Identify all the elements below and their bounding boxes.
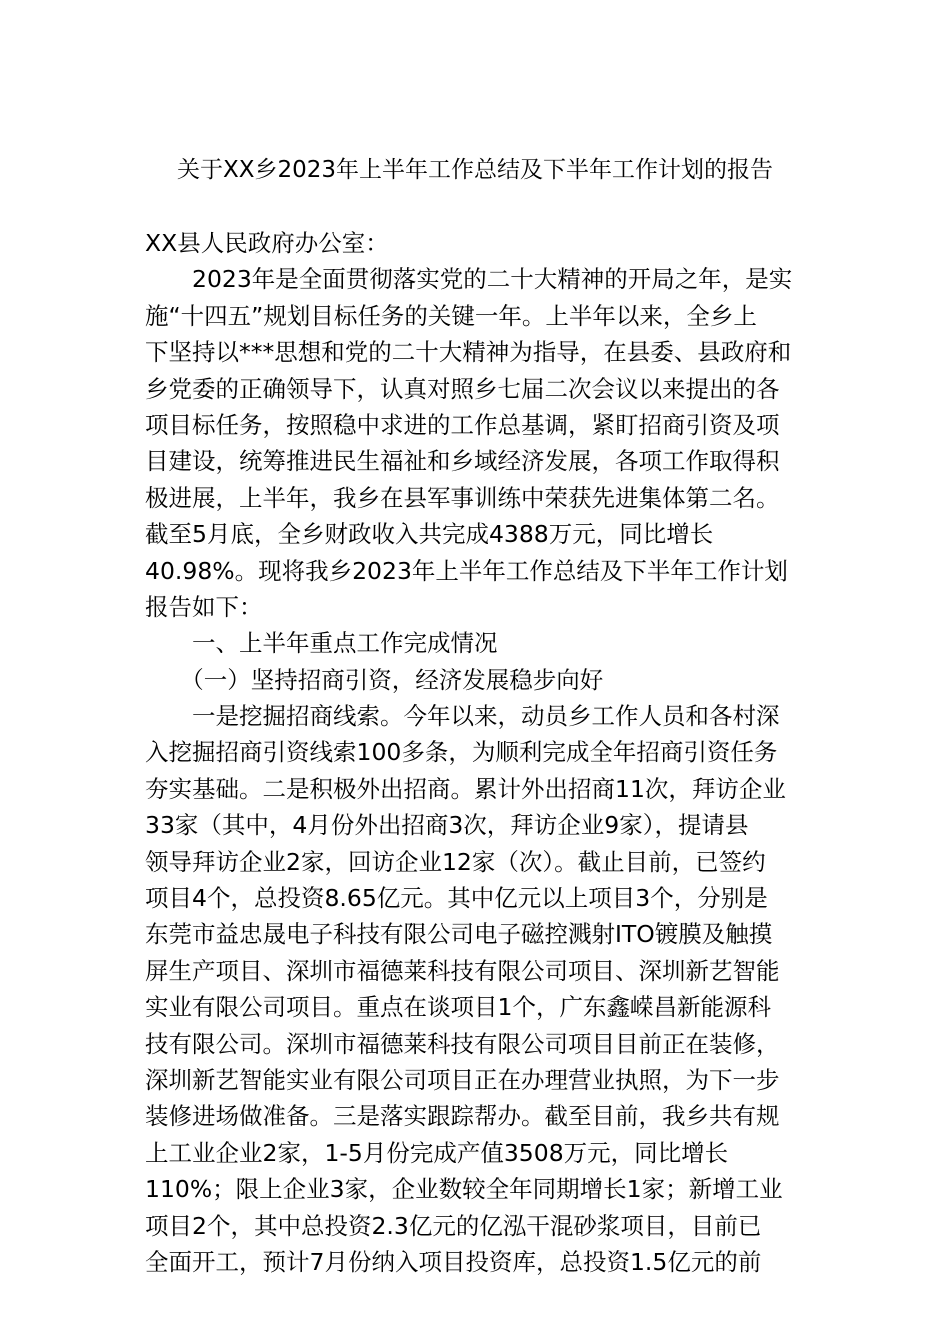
- body-line: 项目2个，其中总投资2.3亿元的亿泓干混砂浆项目，目前已: [145, 1211, 762, 1240]
- body-line: 全面开工，预计7月份纳入项目投资库，总投资1.5亿元的前: [145, 1247, 762, 1276]
- section-heading: 一、上半年重点工作完成情况: [145, 629, 498, 658]
- document-title: 关于XX乡2023年上半年工作总结及下半年工作计划的报告: [176, 157, 774, 183]
- subsection-heading: （一）坚持招商引资，经济发展稳步向好: [145, 665, 604, 694]
- body-line: 屏生产项目、深圳市福德莱科技有限公司项目、深圳新艺智能: [145, 956, 780, 985]
- body-line: 实业有限公司项目。重点在谈项目1个，广东鑫嵘昌新能源科: [145, 993, 771, 1022]
- body-line: 乡党委的正确领导下，认真对照乡七届二次会议以来提出的各: [145, 374, 780, 403]
- body-line: 2023年是全面贯彻落实党的二十大精神的开局之年，是实: [145, 265, 793, 294]
- body-line: 项目4个，总投资8.65亿元。其中亿元以上项目3个，分别是: [145, 884, 768, 913]
- body-line: 下坚持以***思想和党的二十大精神为指导，在县委、县政府和: [145, 338, 792, 367]
- body-line: 截至5月底，全乡财政收入共完成4388万元，同比增长: [145, 520, 714, 549]
- body-line: 东莞市益忠晟电子科技有限公司电子磁控溅射ITO镀膜及触摸: [145, 920, 773, 949]
- body-line: 40.98%。现将我乡2023年上半年工作总结及下半年工作计划: [145, 556, 788, 585]
- body-line: 报告如下：: [145, 592, 263, 621]
- body-line: 入挖掘招商引资线索100多条，为顺利完成全年招商引资任务: [145, 738, 778, 767]
- addressee-line: XX县人民政府办公室：: [145, 229, 389, 257]
- body-line: 夯实基础。二是积极外出招商。累计外出招商11次，拜访企业: [145, 774, 786, 803]
- body-line: 目建设，统筹推进民生福祉和乡域经济发展，各项工作取得积: [145, 447, 780, 476]
- body-line: 110%；限上企业3家，企业数较全年同期增长1家；新增工业: [145, 1175, 783, 1204]
- document-body: [145, 225, 810, 1280]
- body-line: 极进展，上半年，我乡在县军事训练中荣获先进集体第二名。: [145, 483, 780, 512]
- body-line: 一是挖掘招商线索。今年以来，动员乡工作人员和各村深: [145, 702, 780, 731]
- body-line: 领导拜访企业2家，回访企业12家（次）。截止目前，已签约: [145, 847, 766, 876]
- body-line: 上工业企业2家，1-5月份完成产值3508万元，同比增长: [145, 1138, 729, 1167]
- body-line: 深圳新艺智能实业有限公司项目正在办理营业执照，为下一步: [145, 1065, 780, 1094]
- body-line: 技有限公司。深圳市福德莱科技有限公司项目目前正在装修，: [145, 1029, 780, 1058]
- body-line: 装修进场做准备。三是落实跟踪帮办。截至目前，我乡共有规: [145, 1102, 780, 1131]
- body-line: 33家（其中，4月份外出招商3次，拜访企业9家），提请县: [145, 811, 749, 840]
- body-line: 施“十四五”规划目标任务的关键一年。上半年以来，全乡上: [145, 301, 757, 330]
- body-line: 项目标任务，按照稳中求进的工作总基调，紧盯招商引资及项: [145, 410, 780, 439]
